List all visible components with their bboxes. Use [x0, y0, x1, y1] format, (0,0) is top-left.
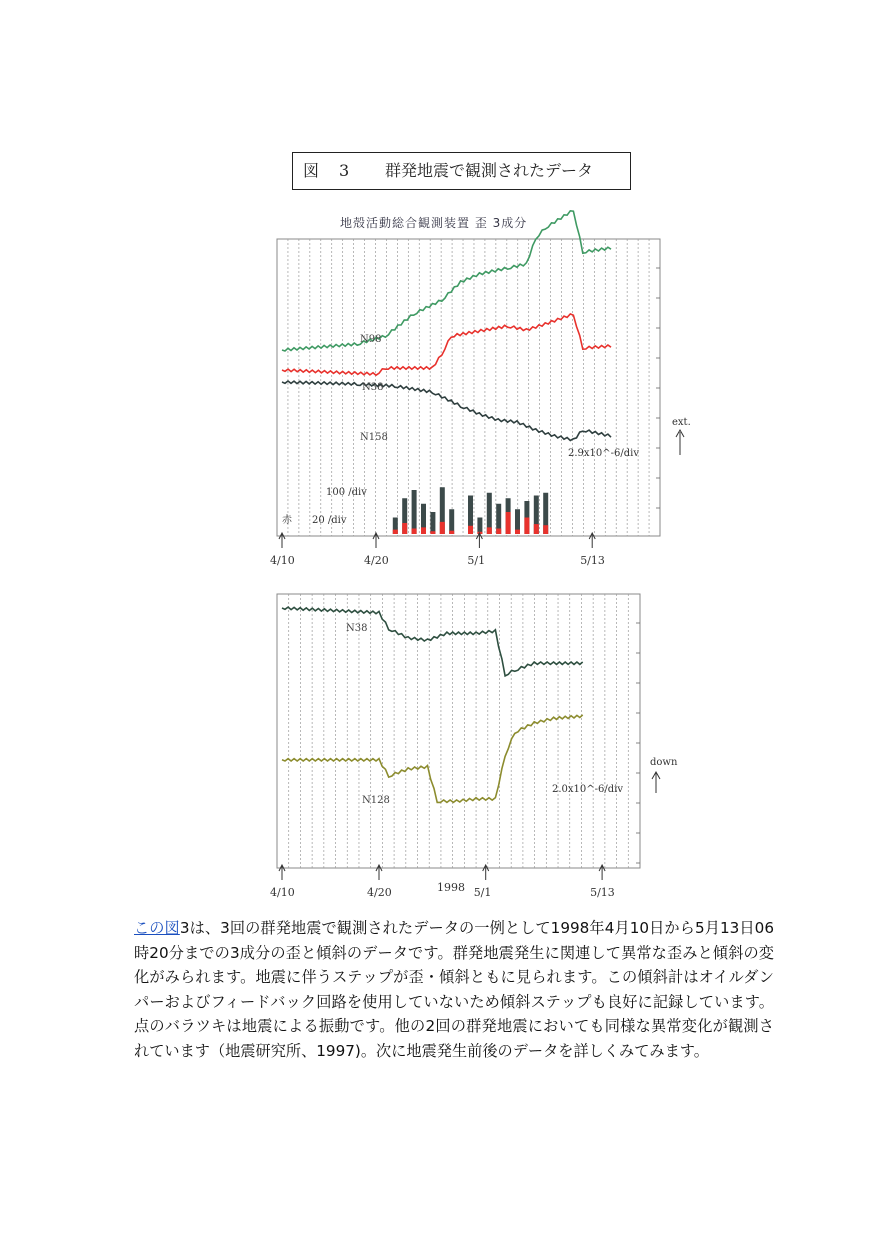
histogram-bar-red [393, 530, 398, 534]
histogram-bar-red [440, 522, 445, 534]
histogram-bar [449, 509, 454, 534]
description-paragraph [134, 916, 774, 1063]
histogram-bar-red [412, 529, 417, 535]
x-tick-label: 5/13 [590, 886, 615, 899]
x-tick-label: 5/1 [467, 554, 486, 567]
tilt-chart [270, 594, 678, 899]
histogram-bar [430, 512, 435, 534]
tilt-scale-label: 2.0x10^-6/div [552, 784, 624, 795]
histogram-bar-red [402, 523, 407, 534]
down-direction-label: down [650, 757, 678, 768]
histogram-bar-red [543, 525, 548, 534]
histogram-bar-red [534, 524, 539, 534]
description-body: 3は、3回の群発地震で観測されたデータの一例として1998年4月10日から5月13日06時20分までの3成分の歪と傾斜のデータです。群発地震発生に関連して異常な歪みと傾斜の変化がみられます。地震に伴うステップが歪・傾斜ともに見られます。この傾斜計はオイルダンパーおよびフィードバック回路を使用していないため傾斜ステップも良好に記録しています。点のバラツキは地震による振動です。他の2回の群発地震においても同様な異常変化が観測されています（地震研究所、1997)。次に地震発生前後のデータを詳しくみてみます。 [134, 919, 774, 1060]
histogram-bar-red [487, 527, 492, 534]
x-tick-label: 4/20 [367, 886, 392, 899]
histogram-bar-red [506, 512, 511, 534]
histogram-bar-red [496, 529, 501, 535]
x-tick-label: 4/10 [270, 886, 295, 899]
x-tick-label: 4/10 [270, 554, 295, 567]
series-label-n38: N38 [346, 623, 368, 634]
strain-chart [270, 211, 691, 567]
histogram-label-20: 赤 20 /div [282, 515, 347, 526]
histogram-bar [412, 490, 417, 534]
strain-scale-label: 2.9x10^-6/div [568, 448, 640, 459]
histogram-bar-red [430, 531, 435, 534]
histogram-bar-red [515, 530, 520, 534]
series-label-n38: N38 [362, 382, 384, 393]
figure-link[interactable]: この図 [134, 919, 180, 937]
figure-number: 図 3 [303, 161, 352, 180]
series-label-n158: N158 [360, 432, 388, 443]
histogram-label-100: 100 /div [326, 487, 367, 498]
strain-x-ticks [270, 533, 605, 567]
histogram-bar [477, 518, 482, 535]
series-label-n128: N128 [362, 795, 390, 806]
tilt-chart-frame [277, 594, 640, 868]
histogram-bar-red [468, 526, 473, 534]
histogram-bar-red [524, 518, 529, 535]
series-label-n98: N98 [360, 334, 382, 345]
figure-title: 群発地震で観測されたデータ [385, 161, 594, 180]
chart-subtitle: 地殻活動総合観測装置 歪 3成分 [340, 216, 528, 230]
x-tick-label: 5/1 [473, 886, 492, 899]
x-tick-label: 4/20 [364, 554, 389, 567]
x-tick-label: 5/13 [580, 554, 605, 567]
histogram-bar-red [449, 531, 454, 534]
histogram-bar-red [421, 527, 426, 534]
ext-direction-label: ext. [672, 417, 691, 428]
year-label: 1998 [437, 881, 465, 894]
